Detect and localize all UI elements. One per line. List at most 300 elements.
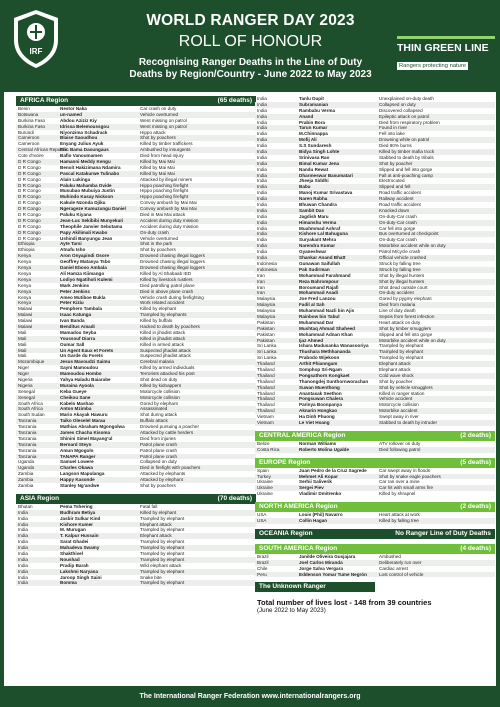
ranger-name-cell: Aron Onyapindi Osore xyxy=(60,253,110,259)
cause-cell: Killed in jihadist attack xyxy=(140,335,186,341)
cause-cell: Hacked to death by poachers xyxy=(140,323,200,329)
brand-name: THIN GREEN LINE xyxy=(397,42,489,54)
country-cell: D R Congo xyxy=(18,182,41,188)
cause-cell: Car crash on duty xyxy=(140,106,177,111)
ranger-name-cell: Atnafu Isho xyxy=(60,247,86,253)
country-cell: Malaysia xyxy=(257,308,276,314)
description-line: Recognising Ranger Deaths in the Line of Duty xyxy=(138,57,363,68)
country-cell: Cameroon xyxy=(18,141,40,147)
cause-cell: On-duty-Car crash xyxy=(379,213,417,219)
ranger-name-cell: Mohammad Farahmand xyxy=(299,272,351,278)
country-cell: Peru xyxy=(257,571,267,577)
country-cell: Burkina Faso xyxy=(18,123,46,129)
ranger-name-cell: S.S Sundaresh xyxy=(299,143,332,149)
country-cell: India xyxy=(257,125,267,131)
country-cell: India xyxy=(257,196,267,202)
ranger-name-cell: Muhammad Nazli bin Ajis xyxy=(299,308,355,314)
country-cell: Thailand xyxy=(257,396,275,402)
ranger-name-cell: Blaise Saoudhou xyxy=(60,135,98,141)
cause-cell: Shot by poachers xyxy=(140,247,176,253)
cause-cell: Assassinated xyxy=(140,406,168,412)
cause-cell: Shot by snake eagle poachers xyxy=(379,473,441,479)
country-cell: Senegal xyxy=(18,388,35,394)
cause-cell: Vehicle accident xyxy=(379,396,413,402)
ranger-name-cell: Boroumand Rajafi xyxy=(299,284,339,290)
cause-cell: Drowned pursuing a poacher xyxy=(140,424,199,430)
country-cell: Thailand xyxy=(257,366,275,372)
country-cell: Malawi xyxy=(18,318,33,324)
country-cell: India xyxy=(257,96,267,101)
cause-cell: Electrocuted xyxy=(379,178,405,184)
page-description xyxy=(118,57,383,81)
brand-tagline: Rangers protecting nature xyxy=(399,63,467,69)
cause-cell: Shot by illegal hunters xyxy=(379,272,425,278)
region-name: OCEANIA Region xyxy=(259,529,313,537)
ranger-name-cell: Abdou Aziziz Kiy xyxy=(60,117,97,123)
region-name: The Unknown Ranger xyxy=(259,583,326,591)
ranger-name-cell: Daniel Eboso Ambala xyxy=(60,265,107,271)
cause-cell: Went missing on patrol xyxy=(140,123,187,129)
country-cell: Uganda xyxy=(18,465,35,471)
ranger-name-cell: Enyang Julius Ayuk xyxy=(60,141,104,147)
country-cell: Malawi xyxy=(18,323,33,329)
ranger-name-cell: Ishara Madusanka Wanasooriya xyxy=(299,343,369,349)
country-cell: Chile xyxy=(257,565,268,571)
cause-cell: Hippo attack xyxy=(140,129,166,135)
cause-cell: Suspected jihadist attack xyxy=(140,347,191,353)
country-cell: South Sudan xyxy=(18,412,45,418)
country-cell: India xyxy=(257,243,267,249)
ranger-name-cell: Pradip Barah xyxy=(60,562,89,568)
cause-cell: Hippo poaching firefight xyxy=(140,194,189,200)
ranger-name-cell: Anton Mzimba xyxy=(60,406,92,412)
ranger-name-cell: Norman Williams xyxy=(299,440,337,446)
cause-cell: Found in river xyxy=(379,125,408,131)
cause-cell: Slipped and fell into gorge xyxy=(379,166,433,172)
cause-cell: Killed by livestock rustlers xyxy=(140,276,193,282)
region-count: (2 deaths) xyxy=(460,503,491,511)
country-cell: India xyxy=(257,237,267,243)
cause-cell: Vehicle overturned xyxy=(140,111,179,117)
cause-cell: Trampled by elephant xyxy=(140,568,185,574)
country-cell: Tanzania xyxy=(18,447,37,453)
cause-cell: Killed in jihadist attack xyxy=(140,329,186,335)
table-row xyxy=(16,483,256,489)
ranger-name-cell: Yahya Haladu Baiarabe xyxy=(60,376,111,382)
ranger-name-cell: Rambabu Verma xyxy=(299,107,335,113)
cause-cell: Epileptic attack on patrol xyxy=(379,113,430,119)
cause-cell: Motorbike accident xyxy=(379,408,418,414)
country-cell: India xyxy=(18,556,28,562)
cause-cell: Shot dead outside court xyxy=(379,284,428,290)
ranger-name-cell: Mohammad Asadi xyxy=(299,290,339,296)
ranger-name-cell: Jagdish Maru xyxy=(299,213,329,219)
cause-cell: Road traffic accident xyxy=(379,190,421,196)
country-cell: India xyxy=(257,231,267,237)
cause-cell: Killed by buffalo xyxy=(140,318,173,324)
country-cell: India xyxy=(257,249,267,255)
country-cell: Costa Rica xyxy=(257,446,280,452)
ranger-name-cell: M.Chinnappa xyxy=(299,131,328,137)
ranger-name-cell: Tarun Kumar xyxy=(299,125,328,131)
country-cell: India xyxy=(18,515,28,521)
cause-cell: Cold wave shock xyxy=(379,372,414,378)
country-cell: Tanzania xyxy=(18,453,37,459)
ranger-name-cell: Joel Carlos Miranda xyxy=(299,559,343,565)
south-america-list xyxy=(255,554,495,578)
ranger-name-cell: Kishore Lal Bahuguna xyxy=(299,231,348,237)
country-cell: India xyxy=(257,119,267,125)
ranger-name-cell: Cheikou Sane xyxy=(60,394,91,400)
cause-cell: Shot by poacher xyxy=(379,378,413,384)
cause-cell: Shot by illegal hunters xyxy=(379,278,425,284)
ranger-name-cell: Le Viet Hoang xyxy=(299,419,330,425)
cause-cell: On-duty-Car crash xyxy=(379,237,417,243)
ranger-name-cell: Charles Okawa xyxy=(60,465,93,471)
ranger-name-cell: Gyaneshwar xyxy=(299,249,327,255)
table-row xyxy=(255,572,495,578)
country-cell: Belize xyxy=(257,440,270,446)
cause-cell: Sepsis from forest infection xyxy=(379,313,435,319)
country-cell: Malaysia xyxy=(257,296,276,302)
country-cell: India xyxy=(257,202,267,208)
cause-cell: Car hit with small arms fire xyxy=(379,485,434,491)
ranger-name-cell: Benditus Amadi xyxy=(60,323,95,329)
country-cell: India xyxy=(257,160,267,166)
ranger-name-cell: Bimal Kumar Jena xyxy=(299,160,340,166)
ranger-name-cell: Keba Gueye xyxy=(60,388,87,394)
region-name: ASIA Region xyxy=(20,494,60,502)
ranger-name-cell: Taiko Oleselel Marau xyxy=(60,418,106,424)
cause-cell: Convoy ambush by Mai Mai xyxy=(140,200,197,206)
ranger-name-cell: Ha Dinh Phuong xyxy=(299,414,335,420)
cause-cell: Accident during duty mission xyxy=(140,217,199,223)
ranger-name-cell: Jesus Mavoudzi Saimu xyxy=(60,359,111,365)
cause-cell: On-duty accident xyxy=(379,290,414,296)
ranger-name-cell: Youssouf Diarra xyxy=(60,335,96,341)
ranger-name-cell: Roberto Molina Ugalde xyxy=(299,446,350,452)
ranger-name-cell: Budhram Betiya xyxy=(60,509,96,515)
country-cell: Bhutan xyxy=(18,503,33,509)
section-header-south-america xyxy=(255,544,495,554)
cause-cell: Stabbed to death by intruder xyxy=(379,419,437,425)
country-cell: Mali xyxy=(18,353,27,359)
cause-cell: Drowning while on patrol xyxy=(379,137,430,143)
cause-cell: Trampled by elephant xyxy=(140,515,185,521)
ranger-name-cell: Kabelo Mashao xyxy=(60,400,94,406)
page-title: WORLD RANGER DAY 2023 xyxy=(146,12,355,29)
ranger-name-cell: Naren Rabha xyxy=(299,196,328,202)
ranger-name-cell: Suwan Muenthong xyxy=(299,384,340,390)
cause-cell: Fatal fall xyxy=(140,503,158,509)
ranger-name-cell: Langson Mapulanga xyxy=(60,471,105,477)
ranger-name-cell: Ushindi Banyungu Jean xyxy=(60,235,113,241)
country-cell: India xyxy=(257,172,267,178)
cause-cell: Went missing on patrol xyxy=(140,117,187,123)
cause-cell: Trampled by elephant xyxy=(379,355,424,361)
country-cell: India xyxy=(18,539,28,545)
ranger-name-cell: Prabodo Wijekoon xyxy=(299,355,340,361)
country-cell: South Africa xyxy=(18,406,43,412)
ranger-name-cell: Hamanni Meddy Kengu xyxy=(60,159,111,165)
country-cell: India xyxy=(18,521,28,527)
region-name: SOUTH AMERICA Region xyxy=(259,544,338,552)
ranger-name-cell: Jean-Luc Sekibibi Munyekuri xyxy=(60,217,124,223)
country-cell: India xyxy=(18,568,28,574)
cause-cell: Motorbike accident while on duty xyxy=(379,243,446,249)
cause-cell: Car fell into gorge xyxy=(379,225,416,231)
table-row xyxy=(255,491,495,497)
ranger-name-cell: Eric Bama Daoungaus xyxy=(60,147,109,153)
country-cell: Thailand xyxy=(257,402,275,408)
ranger-name-cell: Niyonzima Schadrack xyxy=(60,129,108,135)
ranger-name-cell: M. Murugan xyxy=(60,527,86,533)
ranger-name-cell: Muahmmad Ashraf xyxy=(299,225,341,231)
cause-cell: Drowned chasing illegal loggers xyxy=(140,259,205,265)
table-row xyxy=(16,580,256,586)
country-cell: India xyxy=(257,184,267,190)
ranger-name-cell: Serhii Saliverik xyxy=(299,479,332,485)
cause-cell: Died following patrol xyxy=(379,446,421,452)
ranger-name-cell: Reza Bahrompour xyxy=(299,278,339,284)
country-cell: Mali xyxy=(18,347,27,353)
country-cell: Sri Lanka xyxy=(257,349,277,355)
ranger-name-cell: Muhindo Kasay Nickson xyxy=(60,194,114,200)
ranger-name-cell: Ameo Mutiboe Bukla xyxy=(60,294,106,300)
country-cell: Central African Republic xyxy=(18,147,68,153)
country-cell: Kenya xyxy=(18,288,32,294)
ranger-name-cell: Pongsuwan Chalera xyxy=(299,396,343,402)
country-cell: Thailand xyxy=(257,372,275,378)
cause-cell: Elephant attack xyxy=(140,533,172,539)
ranger-name-cell: Benoit Hakizimana Ndamira xyxy=(60,164,121,170)
region-count: (5 deaths) xyxy=(460,458,491,466)
country-cell: Pakistan xyxy=(257,325,275,331)
cause-cell: Hippo poaching firefight xyxy=(140,182,189,188)
cause-cell: Buffalo attack xyxy=(140,418,168,424)
country-cell: D R Congo xyxy=(18,235,41,241)
country-cell: Mali xyxy=(18,335,27,341)
ranger-name-cell: Srinivasa Rao xyxy=(299,154,330,160)
ranger-name-cell: Pak Sudirman xyxy=(299,266,330,272)
footer: The International Ranger Federation www.internationalrangers.org xyxy=(139,693,361,700)
ranger-name-cell: Janilde Oliveira Gusjajara xyxy=(299,553,356,559)
africa-list xyxy=(16,106,256,489)
cause-cell: Drowned chasing illegal loggers xyxy=(140,265,205,271)
asia-list-continued xyxy=(255,96,495,426)
country-cell: Kenya xyxy=(18,276,32,282)
cause-cell: Trampled by elephant xyxy=(140,556,185,562)
cause-cell: Died in above plane crash xyxy=(140,288,194,294)
cause-cell: Died from malaria xyxy=(379,302,416,308)
ranger-name-cell: T. Kalpur Hussain xyxy=(60,533,99,539)
cause-cell: Trampled by elephant xyxy=(140,580,185,586)
cause-cell: Killed by Mai Mai xyxy=(140,170,175,176)
ranger-name-cell: Pascal Katakurwe Tulinabo xyxy=(60,170,120,176)
cause-cell: Wild elephant attack xyxy=(140,562,182,568)
ranger-name-cell: Bhuwan Chandra xyxy=(299,202,337,208)
country-cell: Pakistan xyxy=(257,319,275,325)
cause-cell: Shot dead on duty xyxy=(140,376,178,382)
country-cell: Thailand xyxy=(257,390,275,396)
cause-cell: Killed by shrapnel xyxy=(379,491,416,497)
ranger-name-cell: Sayni Mamoudou xyxy=(60,365,99,371)
cause-cell: Killed by timber mafia truck xyxy=(379,149,435,155)
cause-cell: Terrorists attacked his post xyxy=(140,371,195,377)
ranger-name-cell: TANAPA Ranger xyxy=(60,453,96,459)
country-cell: Tanzania xyxy=(18,429,37,435)
ranger-name-cell: Mahadeva Swamy xyxy=(60,545,100,551)
country-cell: Nigeria xyxy=(18,376,33,382)
left-column xyxy=(16,96,256,586)
ranger-name-cell: Parinya Boonpanya xyxy=(299,402,342,408)
ranger-name-cell: Bomma xyxy=(60,580,77,586)
total-period: (June 2022 to May 2023) xyxy=(257,607,326,615)
ranger-name-cell: Dharmeswar Basumatari xyxy=(299,172,353,178)
cause-cell: Hippo poaching firefight xyxy=(140,188,189,194)
ranger-name-cell: Geoffrey Matanya Tsbo xyxy=(60,259,111,265)
country-cell: D R Congo xyxy=(18,206,41,212)
cause-cell: Killed by elephant xyxy=(140,306,177,312)
country-cell: Sri Lanka xyxy=(257,355,277,361)
country-cell: India xyxy=(18,580,28,586)
description-line: Deaths by Region/Country - June 2022 to May 2023 xyxy=(129,69,372,80)
section-header-central-america xyxy=(255,431,495,441)
cause-cell: Killed by Mai Mai xyxy=(140,159,175,165)
green-line-bar xyxy=(397,36,495,39)
cause-cell: Fell into lake xyxy=(379,131,405,137)
ranger-name-cell: Paluku Kiyana xyxy=(60,212,92,218)
ranger-name-cell: Joe Fred Lanzou xyxy=(299,296,336,302)
country-cell: Malaysia xyxy=(257,313,276,319)
country-cell: India xyxy=(18,574,28,580)
country-cell: Kenya xyxy=(18,282,32,288)
country-cell: Zambia xyxy=(18,471,34,477)
country-cell: Malaysia xyxy=(257,302,276,308)
country-cell: Tanzania xyxy=(18,418,37,424)
ranger-name-cell: Ivan Banda xyxy=(60,318,85,324)
cause-cell: Killed by Al Shabaab IED xyxy=(140,270,192,276)
cause-cell: Trampled by elephant xyxy=(140,527,185,533)
country-cell: Mozambique xyxy=(18,359,45,365)
country-cell: Spain xyxy=(257,467,269,473)
cause-cell: Ambushed by insurgents xyxy=(140,147,191,153)
cause-cell: Vehicle overturned xyxy=(140,235,179,241)
country-cell: Malawi xyxy=(18,306,33,312)
country-cell: India xyxy=(257,166,267,172)
section-header-europe xyxy=(255,458,495,468)
total-lives-lost: Total number of lives lost - 148 from 39 countries xyxy=(257,598,432,608)
ranger-name-cell: Sambit Das xyxy=(299,207,325,213)
ranger-name-cell: Mamadou Seyba xyxy=(60,329,97,335)
ranger-name-cell: Kishore Kumer xyxy=(60,521,93,527)
header xyxy=(0,0,500,92)
ranger-name-cell: Alain Lukinga xyxy=(60,176,91,182)
country-cell: India xyxy=(18,551,28,557)
ranger-name-cell: Lakshmi Naryana xyxy=(60,568,99,574)
ranger-name-cell: un-named xyxy=(60,111,82,117)
cause-cell: Road traffic accident xyxy=(379,202,421,208)
cause-cell: Died in firefight with poachers xyxy=(140,465,201,471)
country-cell: D R Congo xyxy=(18,170,41,176)
europe-list xyxy=(255,468,495,497)
cause-cell: Motorcycle collision xyxy=(140,394,180,400)
ranger-name-cell: Nestor Naka xyxy=(60,106,87,111)
ranger-name-cell: Ayte Tarsi xyxy=(60,241,82,247)
country-cell: Ethiopia xyxy=(18,241,35,247)
ranger-name-cell: Suryakant Mehra xyxy=(299,237,337,243)
north-america-list xyxy=(255,512,495,524)
cause-cell: Trampled by elephant xyxy=(140,539,185,545)
country-cell: Kenya xyxy=(18,265,32,271)
cause-cell: Slipped and fell xyxy=(379,184,411,190)
ranger-name-cell: Juan Pedro de la Cruz Sagrede xyxy=(299,467,367,473)
cause-cell: Patrol plane crash xyxy=(140,441,178,447)
cause-cell: Trampled by elephant xyxy=(140,551,185,557)
cause-cell: ATV rollover on duty xyxy=(379,440,421,446)
ranger-name-cell: Mehmet Ali Kopar xyxy=(299,473,338,479)
ranger-name-cell: Ngerageze Kamuzungu Daniel xyxy=(60,206,126,212)
ranger-name-cell: Muhammad Dar xyxy=(299,319,334,325)
country-cell: D R Congo xyxy=(18,200,41,206)
ranger-name-cell: James Chacha Kisoma xyxy=(60,429,111,435)
cause-cell: Discovered collapsed xyxy=(379,107,423,113)
ranger-name-cell: Collin Hagan xyxy=(299,518,328,523)
region-count: (4 deaths) xyxy=(460,544,491,552)
ranger-name-cell: Isaac Katunga xyxy=(60,312,92,318)
country-cell: D R Congo xyxy=(18,164,41,170)
roll-of-honour xyxy=(4,92,496,686)
cause-cell: Struck by falling tree xyxy=(379,266,421,272)
ranger-name-cell: Bafio Vanoumamen xyxy=(60,153,103,159)
cause-cell: Struck by falling tree xyxy=(379,260,421,266)
thin-green-line-logo xyxy=(397,36,495,72)
ranger-name-cell: Papy Akilimali Kwabo xyxy=(60,229,108,235)
country-cell: India xyxy=(257,131,267,137)
cause-cell: Shot in the park xyxy=(140,241,173,247)
ranger-name-cell: Mohammad Adnan Khan xyxy=(299,331,353,337)
country-cell: India xyxy=(257,219,267,225)
country-cell: Turkey xyxy=(257,473,271,479)
cause-cell: Trampled by elephant xyxy=(140,545,185,551)
country-cell: Indonesia xyxy=(257,266,277,272)
cause-cell: Snake bite xyxy=(140,574,162,580)
central-america-list xyxy=(255,441,495,453)
cause-cell: Collapsed on duty xyxy=(140,459,177,465)
country-cell: D R Congo xyxy=(18,229,41,235)
cause-cell: Bus overturned at checkpoint xyxy=(379,231,439,237)
ranger-name-cell: Stanley Ng'andwe xyxy=(60,483,100,488)
cause-cell: Killed by Mai Mai xyxy=(140,164,175,170)
country-cell: Burundi xyxy=(18,129,34,135)
ranger-name-cell: Kakule Nzonda Djiku xyxy=(60,200,106,206)
cause-cell: Shot by poachers xyxy=(140,135,176,141)
ranger-name-cell: Ali Hamza Kiimango xyxy=(60,270,105,276)
ranger-name-cell: Bernard Steyn xyxy=(60,441,92,447)
country-cell: Tanzania xyxy=(18,435,37,441)
ranger-name-cell: Babu xyxy=(299,184,311,190)
country-cell: Iran xyxy=(257,278,265,284)
region-name: CENTRAL AMERICA Region xyxy=(259,431,346,439)
ranger-name-cell: Shankar Anand Bhatt xyxy=(299,255,346,261)
ranger-name-cell: Thushara Methhananda xyxy=(299,349,351,355)
country-cell: Mali xyxy=(18,341,27,347)
country-cell: India xyxy=(257,137,267,143)
ranger-name-cell: Noushad xyxy=(60,556,80,562)
cause-cell: Elephant attack xyxy=(379,366,411,372)
ranger-name-cell: Louis (Phil) Navarro xyxy=(299,512,343,518)
cause-cell: Killed in armed attack xyxy=(140,341,184,347)
